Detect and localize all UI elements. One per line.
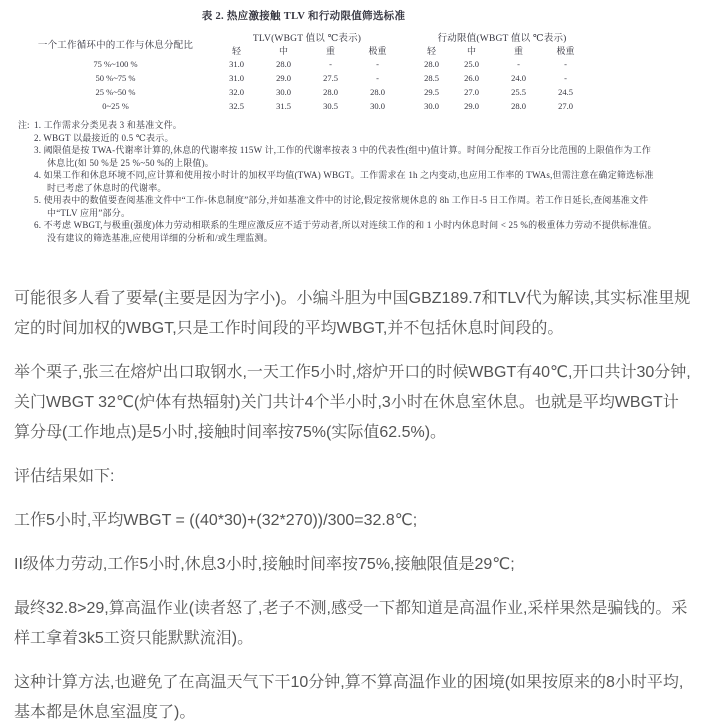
paragraph: 举个栗子,张三在熔炉出口取钢水,一天工作5小时,熔炉开口的时候WBGT有40℃,开口共计30分钟,关门WBGT 32℃(炉体有热辐射)关门共计4个半小时,3小时在休息室休息。也就是平均WBGT计算分母(工作地点)是5小时,接触时间率按75%(实际值62.5%)。 bbox=[14, 364, 691, 441]
table-cell: 28.5 bbox=[424, 73, 439, 83]
table-cell: 27.5 bbox=[323, 73, 338, 83]
table-subheader: 中 bbox=[467, 46, 477, 56]
note-item: 5. 使用表中的数值要查阅基准文件中“工作-休息制度”部分,并如基准文件中的讨论,假定按常规休息的 8h 工作日-5 日工作周。若工作日延长,查阅基准文件中“TLV 应用”部分。 bbox=[34, 195, 649, 218]
table-cell: - bbox=[376, 59, 379, 69]
article-body bbox=[0, 284, 705, 728]
table-cell: - bbox=[329, 59, 332, 69]
table-subheader: 轻 bbox=[427, 46, 437, 56]
note-item: 3. 阈限值是按 TWA-代谢率计算的,休息的代谢率按 115W 计,工作的代谢率按表 3 中的代表性(组中)值计算。时间分配按工作百分比范围的上限值作为工作休息比(如 50 %是 25 %~50 %的上限值)。 bbox=[34, 145, 652, 168]
paragraph: 最终32.8>29,算高温作业(读者怒了,老子不测,感受一下都知道是高温作业,采样果然是骗钱的。采样工拿着3k5工资只能默默流泪)。 bbox=[14, 600, 688, 647]
note-item: 6. 不考虑 WBGT,与极重(强度)体力劳动相联系的生理应激反应不适于劳动者,所以对连续工作的和 1 小时内休息时间 < 25 %的极重体力劳动不提供标准值。没有建议的筛选基准,应使用详细的分析和/或生理监测。 bbox=[34, 220, 657, 243]
table-cell: 32.0 bbox=[229, 87, 244, 97]
scanned-table-figure bbox=[18, 8, 678, 244]
table-group-action-limit: 行动限值(WBGT 值以 ℃表示) bbox=[437, 34, 567, 44]
table-cell: - bbox=[564, 59, 567, 69]
table-cell: 28.0 bbox=[424, 59, 439, 69]
table-row-label: 50 %~75 % bbox=[95, 73, 136, 83]
table-cell: 24.0 bbox=[511, 73, 526, 83]
note-item: 1. 工作需求分类见表 3 和基准文件。 bbox=[34, 120, 183, 130]
table-row-header: 一个工作循环中的工作与休息分配比 bbox=[37, 40, 194, 51]
note-item: 2. WBGT 以最接近的 0.5 ℃表示。 bbox=[34, 132, 174, 143]
tlv-table bbox=[18, 30, 589, 113]
paragraph: 这种计算方法,也避免了在高温天气下干10分钟,算不算高温作业的困境(如果按原来的8小时平均,基本都是休息室温度了)。 bbox=[14, 674, 684, 721]
table-row bbox=[18, 99, 589, 113]
table-cell: 24.5 bbox=[558, 87, 573, 97]
table-cell: 29.0 bbox=[464, 101, 479, 111]
table-body bbox=[18, 57, 589, 113]
notes-label: 注: bbox=[18, 120, 30, 130]
table-subheader: 中 bbox=[278, 46, 288, 56]
note-item: 4. 如果工作和休息环境不同,应计算和使用按小时计的加权平均值(TWA) WBGT。工作需求在 1h 之内变动,也应用工作率的 TWAs,但需注意在确定筛选标准时已考虑了休息时的代谢率。 bbox=[34, 170, 654, 193]
paragraph: 工作5小时,平均WBGT = ((40*30)+(32*270))/300=32.8℃; bbox=[14, 512, 418, 529]
table-cell: 27.0 bbox=[558, 101, 573, 111]
table-cell: 30.0 bbox=[276, 87, 291, 97]
table-subheader: 极重 bbox=[368, 46, 387, 56]
page bbox=[0, 8, 705, 721]
table-cell: 28.0 bbox=[323, 87, 338, 97]
table-cell: 31.0 bbox=[229, 73, 244, 83]
table-subheader: 重 bbox=[325, 46, 335, 56]
table-group-tlv: TLV(WBGT 值以 ℃表示) bbox=[252, 34, 362, 44]
table-cell: 29.5 bbox=[424, 87, 439, 97]
table-cell: 32.5 bbox=[229, 101, 244, 111]
table-cell: 30.0 bbox=[370, 101, 385, 111]
table-subheader: 极重 bbox=[556, 46, 575, 56]
table-row bbox=[18, 85, 589, 99]
table-cell: 25.5 bbox=[511, 87, 526, 97]
table-row bbox=[18, 71, 589, 85]
table-subheader: 重 bbox=[514, 46, 524, 56]
table-cell: 30.0 bbox=[424, 101, 439, 111]
table-cell: 31.5 bbox=[276, 101, 291, 111]
table-cell: 28.0 bbox=[370, 87, 385, 97]
paragraph: 评估结果如下: bbox=[14, 468, 115, 485]
table-cell: 30.5 bbox=[323, 101, 338, 111]
table-cell: 25.0 bbox=[464, 59, 479, 69]
table-row-label: 0~25 % bbox=[102, 101, 129, 111]
table-title: 表 2. 热应激接触 TLV 和行动限值筛选标准 bbox=[201, 11, 406, 22]
table-cell: - bbox=[517, 59, 520, 69]
table-row-label: 75 %~100 % bbox=[93, 59, 138, 69]
notes-list bbox=[34, 119, 658, 244]
table-cell: 28.0 bbox=[276, 59, 291, 69]
table-cell: 27.0 bbox=[464, 87, 479, 97]
table-cell: - bbox=[376, 73, 379, 83]
table-subheader: 轻 bbox=[231, 46, 241, 56]
table-row bbox=[18, 57, 589, 71]
table-cell: 28.0 bbox=[511, 101, 526, 111]
table-cell: - bbox=[564, 73, 567, 83]
table-cell: 29.0 bbox=[276, 73, 291, 83]
table-cell: 26.0 bbox=[464, 73, 479, 83]
table-notes bbox=[18, 119, 658, 244]
paragraph: 可能很多人看了要晕(主要是因为字小)。小编斗胆为中国GBZ189.7和TLV代为解读,其实标准里规定的时间加权的WBGT,只是工作时间段的平均WBGT,并不包括休息时间段的。 bbox=[14, 290, 691, 337]
table-cell: 31.0 bbox=[229, 59, 244, 69]
paragraph: II级体力劳动,工作5小时,休息3小时,接触时间率按75%,接触限值是29℃; bbox=[14, 556, 515, 573]
table-row-label: 25 %~50 % bbox=[95, 87, 136, 97]
